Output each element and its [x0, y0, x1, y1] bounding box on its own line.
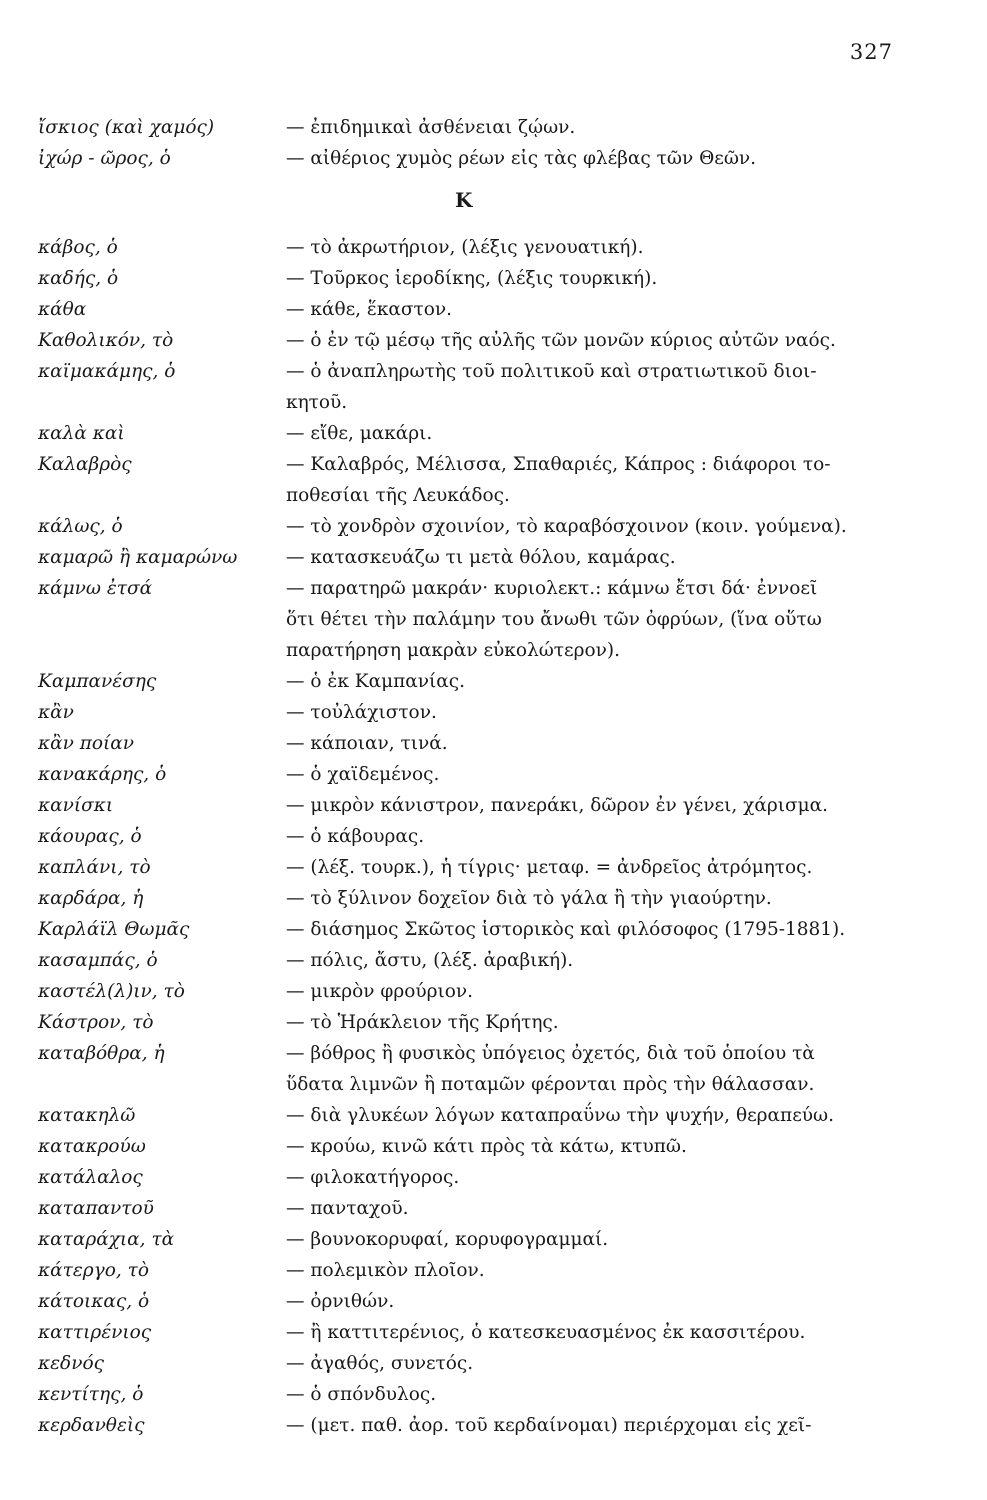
entry-definition: — τὸ Ἡράκλειον τῆς Κρήτης.: [286, 1007, 957, 1038]
glossary-entry: [38, 325, 957, 356]
glossary-entry: [38, 759, 957, 790]
entry-definition: — Τοῦρκος ἱεροδίκης, (λέξις τουρκική).: [286, 263, 957, 294]
entry-term: κανακάρης, ὁ: [38, 764, 167, 785]
glossary-entry: [38, 821, 957, 852]
glossary-entry: [38, 1224, 957, 1255]
entry-definition: — αἰθέριος χυμὸς ρέων εἰς τὰς φλέβας τῶν Θεῶν.: [286, 143, 957, 174]
entry-term: κάβος, ὁ: [38, 237, 118, 258]
page-number: 327: [849, 40, 893, 64]
entry-term: κἂν: [38, 702, 74, 723]
entry-term: ἰχώρ - ῶρος, ὁ: [38, 148, 171, 169]
entry-term: κάτεργο, τὸ: [38, 1260, 149, 1281]
entry-definition: — παρατηρῶ μακράν· κυριολεκτ.: κάμνω ἔτσι δά· ἐννοεῖ ὅτι θέτει τὴν παλάμην του ἄνωθι τῶν ὀφρύων, (ἵνα οὕτω παρατήρηση μακρὰν εὐκολώτερον).: [286, 573, 957, 666]
glossary-entry: [38, 945, 957, 976]
entry-term: καπλάνι, τὸ: [38, 857, 151, 878]
section-letter: Κ: [455, 188, 474, 212]
entry-definition: — ἐπιδημικαὶ ἀσθένειαι ζῴων.: [286, 112, 957, 143]
entry-term: Καρλάϊλ Θωμᾶς: [38, 919, 190, 940]
entry-term: καδής, ὁ: [38, 268, 119, 289]
entry-term: Καμπανέσης: [38, 671, 157, 692]
entry-definition: — Καλαβρός, Μέλισσα, Σπαθαριές, Κάπρος : διάφοροι το- ποθεσίαι τῆς Λευκάδος.: [286, 449, 957, 511]
glossary-entry: [38, 1038, 957, 1100]
glossary-entry: [38, 666, 957, 697]
glossary-entry: [38, 1410, 957, 1441]
glossary-entry: [38, 1348, 957, 1379]
entry-term: καταπαντοῦ: [38, 1198, 154, 1219]
entry-definition: — ἢ καττιτερένιος, ὁ κατεσκευασμένος ἐκ κασσιτέρου.: [286, 1317, 957, 1348]
entry-term: καμαρῶ ἢ καμαρώνω: [38, 547, 238, 568]
entry-definition: — κάποιαν, τινά.: [286, 728, 957, 759]
glossary-entry: [38, 418, 957, 449]
entry-definition: — κατασκευάζω τι μετὰ θόλου, καμάρας.: [286, 542, 957, 573]
entry-definition: — ὀρνιθών.: [286, 1286, 957, 1317]
entry-term: κανίσκι: [38, 795, 114, 816]
entry-term: καττιρένιος: [38, 1322, 152, 1343]
entry-definition: — μικρὸν κάνιστρον, πανεράκι, δῶρον ἐν γένει, χάρισμα.: [286, 790, 957, 821]
glossary-entry: [38, 1286, 957, 1317]
entry-term: Καθολικόν, τὸ: [38, 330, 174, 351]
glossary-entry: [38, 573, 957, 666]
entry-term: κάλως, ὁ: [38, 516, 123, 537]
entry-term: κάτοικας, ὁ: [38, 1291, 150, 1312]
glossary-entry: [38, 1162, 957, 1193]
glossary-entry: [38, 263, 957, 294]
entry-definition: — βόθρος ἢ φυσικὸς ὑπόγειος ὀχετός, διὰ τοῦ ὁποίου τὰ ὕδατα λιμνῶν ἢ ποταμῶν φέρονται πρὸς τὴν θάλασσαν.: [286, 1038, 957, 1100]
entry-term: κατακηλῶ: [38, 1105, 136, 1126]
glossary-entry: [38, 542, 957, 573]
entry-term: καταβόθρα, ἡ: [38, 1043, 165, 1064]
entry-definition: — ὁ ἐκ Καμπανίας.: [286, 666, 957, 697]
entry-definition: — βουνοκορυφαί, κορυφογραμμαί.: [286, 1224, 957, 1255]
entry-definition: — τὸ χονδρὸν σχοινίον, τὸ καραβόσχοινον (κοιν. γούμενα).: [286, 511, 957, 542]
entry-term: καλὰ καὶ: [38, 423, 125, 444]
glossary-entry: [38, 1131, 957, 1162]
glossary-entry: [38, 1317, 957, 1348]
entry-definition: — κάθε, ἕκαστον.: [286, 294, 957, 325]
entry-definition: — εἴθε, μακάρι.: [286, 418, 957, 449]
glossary-entry: [38, 449, 957, 511]
entry-definition: — πόλις, ἄστυ, (λέξ. ἀραβική).: [286, 945, 957, 976]
entry-term: Καλαβρὸς: [38, 454, 132, 475]
entry-term: Κάστρον, τὸ: [38, 1012, 154, 1033]
glossary-entry: [38, 883, 957, 914]
entry-term: καταράχια, τὰ: [38, 1229, 175, 1250]
glossary-entry: [38, 914, 957, 945]
entry-definition: — διάσημος Σκῶτος ἱστορικὸς καὶ φιλόσοφος (1795-1881).: [286, 914, 957, 945]
entry-term: κατάλαλος: [38, 1167, 143, 1188]
entry-definition: — ἀγαθός, συνετός.: [286, 1348, 957, 1379]
glossary-entry: [38, 1100, 957, 1131]
entry-term: κασαμπάς, ὁ: [38, 950, 158, 971]
top-entries: [38, 112, 957, 174]
entry-definition: — ὁ σπόνδυλος.: [286, 1379, 957, 1410]
entry-definition: — διὰ γλυκέων λόγων καταπραΰνω τὴν ψυχήν, θεραπεύω.: [286, 1100, 957, 1131]
glossary-entries: [38, 232, 957, 1441]
glossary-entry: [38, 294, 957, 325]
entry-definition: — φιλοκατήγορος.: [286, 1162, 957, 1193]
entry-term: κερδανθεὶς: [38, 1415, 145, 1436]
entry-term: ἴσκιος (καὶ χαμός): [38, 117, 215, 138]
glossary-entry: [38, 112, 957, 143]
glossary-entry: [38, 790, 957, 821]
entry-definition: — πανταχοῦ.: [286, 1193, 957, 1224]
entry-definition: — (μετ. παθ. ἀορ. τοῦ κερδαίνομαι) περιέρχομαι εἰς χεῖ-: [286, 1410, 957, 1441]
entry-term: καρδάρα, ἡ: [38, 888, 144, 909]
entry-definition: — ὁ ἀναπληρωτὴς τοῦ πολιτικοῦ καὶ στρατιωτικοῦ διοι- κητοῦ.: [286, 356, 957, 418]
entry-term: κεδνός: [38, 1353, 104, 1374]
entry-term: κάθα: [38, 299, 87, 320]
entry-definition: — τὸ ξύλινον δοχεῖον διὰ τὸ γάλα ἢ τὴν γιαούρτην.: [286, 883, 957, 914]
entry-definition: — ὁ χαϊδεμένος.: [286, 759, 957, 790]
glossary-entry: [38, 232, 957, 263]
glossary-entry: [38, 1007, 957, 1038]
glossary-entry: [38, 511, 957, 542]
glossary-entry: [38, 697, 957, 728]
entry-term: κάουρας, ὁ: [38, 826, 142, 847]
entry-definition: — τὸ ἀκρωτήριον, (λέξις γενουατική).: [286, 232, 957, 263]
entry-definition: — (λέξ. τουρκ.), ἡ τίγρις· μεταφ. = ἀνδρεῖος ἀτρόμητος.: [286, 852, 957, 883]
glossary-entry: [38, 976, 957, 1007]
entry-definition: — τοὐλάχιστον.: [286, 697, 957, 728]
glossary-entry: [38, 143, 957, 174]
glossary-entry: [38, 852, 957, 883]
entry-term: κἂν ποίαν: [38, 733, 135, 754]
entry-definition: — ὁ ἐν τῷ μέσῳ τῆς αὐλῆς τῶν μονῶν κύριος αὐτῶν ναός.: [286, 325, 957, 356]
glossary-entry: [38, 356, 957, 418]
entry-term: κάμνω ἐτσά: [38, 578, 153, 599]
entry-definition: — ὁ κάβουρας.: [286, 821, 957, 852]
entry-definition: — μικρὸν φρούριον.: [286, 976, 957, 1007]
glossary-entry: [38, 1255, 957, 1286]
entry-definition: — πολεμικὸν πλοῖον.: [286, 1255, 957, 1286]
entry-term: κατακρούω: [38, 1136, 146, 1157]
glossary-entry: [38, 1193, 957, 1224]
entry-term: καϊμακάμης, ὁ: [38, 361, 176, 382]
glossary-entry: [38, 1379, 957, 1410]
entry-term: κεντίτης, ὁ: [38, 1384, 144, 1405]
entry-term: καστέλ(λ)ιν, τὸ: [38, 981, 185, 1002]
glossary-entry: [38, 728, 957, 759]
entry-definition: — κρούω, κινῶ κάτι πρὸς τὰ κάτω, κτυπῶ.: [286, 1131, 957, 1162]
